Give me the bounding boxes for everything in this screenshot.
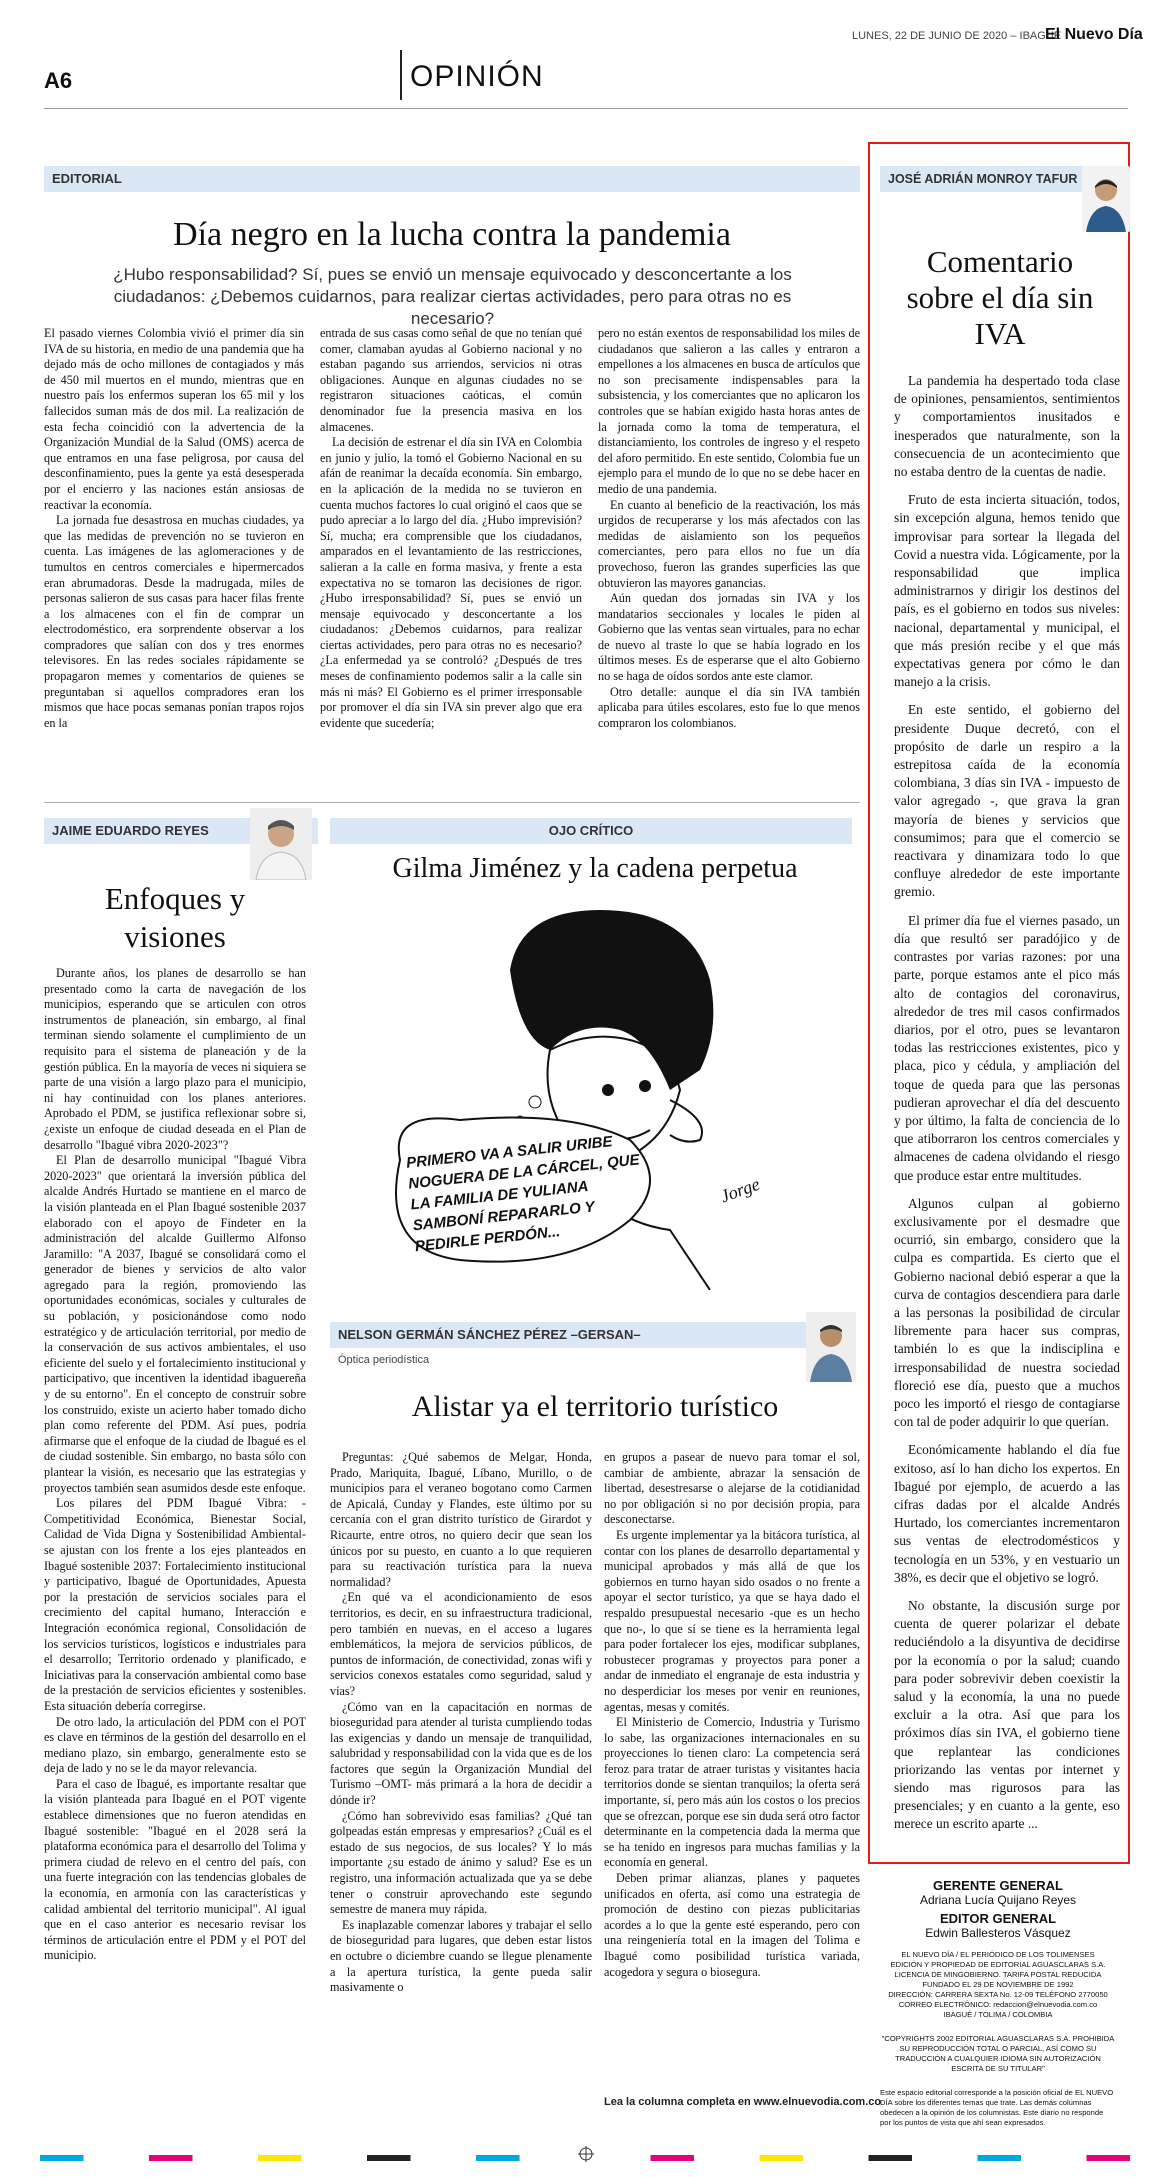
paragraph: en grupos a pasear de nuevo para tomar el sol, cambiar de ambiente, abrazar la sensación de libertad, desestresarse o alejarse de la cotidianidad no por obligación si no por decisión propia, para desconectarse.	[604, 1450, 860, 1527]
editorial-column-3	[598, 326, 860, 731]
paragraph: El pasado viernes Colombia vivió el primer día sin IVA de su historia, en medio de una pandemia que ha dejado más de ocho millones de contagiados y más de 450 mil muertos en el mundo, mientras que en nuestro país los enfermos superan los 65 mil y los fallecidos suman más de dos mil. La realización de esta fecha coincidió con la advertencia de la Organización Mundial de la Salud (OMS) acerca de que entramos en una fase peligrosa, por causa del desconfinamiento, pues la gente ya está desesperada por el encierro y las naciones están ansiosas de reactivar la economía.	[44, 326, 304, 512]
paragraph: Fruto de esta incierta situación, todos, sin excepción alguna, hemos tenido que improvisar para sortear la llegada del Covid a nuestra vida. Lógicamente, por la responsabilidad que implica administrarnos y dirigir los destinos del país, es el gobierno en todos sus niveles: nacional, departamental y municipal, el que más presión recibe y el que más expectativas genera por cómo le dan manejo a la crisis.	[894, 492, 1120, 690]
monroy-author-photo	[1082, 166, 1130, 232]
editor-title: EDITOR GENERAL	[939, 1911, 1057, 1926]
paragraph: Económicamente hablando el día fue exitoso, así lo han dicho los expertos. En Ibagué por ejemplo, de acuerdo a las cifras dadas por el alcalde Andrés Hurtado, los comerciantes incrementaron sus ventas de electrodomésticos y tecnología en un 53%, y en vestuario un 38%, es decir que el objetivo se logró.	[894, 1442, 1120, 1585]
publisher-info	[880, 1950, 1116, 2020]
sanchez-author-photo	[806, 1312, 856, 1382]
editorial-column-1	[44, 326, 304, 731]
sanchez-title: Alistar ya el territorio turístico	[411, 1390, 779, 1423]
paragraph: No obstante, la discusión surge por cuenta de querer polarizar el debate reduciéndolo a la disyuntiva de decidirse por la economía o por la salud; cuando para poder sobrevivir deben coexistir la salud y la economía, la una no puede excluir a la otra. Así que para los próximos días sin IVA, el gobierno tiene que replantear las condiciones priorizando las ventas por internet y siendo mas rigurosos para las presenciales; y en cuanto a la gente, eso merece un escrito aparte ...	[894, 1598, 1120, 1832]
paragraph: pero no están exentos de responsabilidad los miles de ciudadanos que salieron a las calles y entraron a empellones a los almacenes en busca de artículos que no son precisamente indispensables para la subsistencia, y los comerciantes que no aplicaron los controles que se habían exigido hasta horas antes de la jornada como la toma de temperatura, el distanciamiento, los controles de ingreso y el respeto del aforo permitido. En este sentido, Colombia fue un ejemplo para el mundo de lo que no se debe hacer en medio de una pandemia.	[598, 326, 860, 496]
general-manager-name: Adriana Lucía Quijano Reyes	[919, 1893, 1077, 1907]
editorial-subtitle: ¿Hubo responsabilidad? Sí, pues se envió un mensaje equivocado y desconcertante a los ciudadanos: ¿Debemos cuidarnos, para realizar ciertas actividades, pero para otras no es necesario?	[113, 265, 792, 328]
info-line: DIRECCIÓN: CARRERA SEXTA No. 12-09 TELÉFONO 2770050	[888, 1990, 1108, 1999]
paragraph: Para el caso de Ibagué, es importante resaltar que la visión planteada para Ibagué en el POT vigente establece dimensiones que no fueron atendidas en Ibagué sostenible: "Ibagué en el 2028 será la plataforma económica para el desarrollo del Tolima y primera ciudad de relevo en el centro del país, con una fuerte integración con las tendencias globales de la economía, en armonía con las características y calidad ambiental del territorio municipal". Al igual que en el caso anterior es necesario revisar los términos de articulación entre el PDM y el POT del municipio.	[44, 1776, 306, 1963]
cartoon-speech-bubble: PRIMERO VA A SALIR URIBE NOGUERA DE LA CÁRCEL, QUE LA FAMILIA DE YULIANA SAMBONÍ REPARARLO Y PEDIRLE PERDÓN...	[405, 1133, 641, 1256]
monroy-body	[894, 372, 1120, 1844]
paragraph: De otro lado, la articulación del PDM con el POT es clave en términos de la gestión del desarrollo en el mediano plazo, sin embargo, generalmente esto se deja de lado y no se le da mayor relevancia.	[44, 1714, 306, 1776]
sanchez-column-2	[604, 1450, 860, 1980]
monroy-author-label: JOSÉ ADRIÁN MONROY TAFUR	[880, 166, 1108, 192]
editor-name: Edwin Ballesteros Vásquez	[925, 1926, 1071, 1940]
ojo-critico-label: OJO CRÍTICO	[330, 818, 852, 844]
section-title: OPINIÓN	[410, 60, 544, 93]
editorial-title: Día negro en la lucha contra la pandemia	[173, 216, 731, 253]
reyes-author-label: JAIME EDUARDO REYES	[44, 818, 318, 844]
section-rule	[44, 802, 860, 803]
paragraph: Deben primar alianzas, planes y paquetes unificados en oferta, así como una estrategia de promoción de destino con piezas publicitarias acordes a lo que la gente esté esperando, pero con una reingeniería total en la imagen del Tolima e Ibagué como posibilidad turística variada, acogedora y segura o biosegura.	[604, 1871, 860, 1979]
info-line: EDICIÓN Y PROPIEDAD DE EDITORIAL AGUASCLARAS S.A.	[890, 1960, 1106, 1969]
masthead	[880, 1878, 1116, 2128]
paragraph: En este sentido, el gobierno del presidente Duque decretó, con el propósito de darle un respiro a la estrepitosa caída de la economía colombiana, 3 días sin IVA - impuesto de valor agregado -, que grava la gran mayoría de bienes y servicios que consumimos; para que el comercio se reactivara y dinamizara todo lo que confluye alrededor de este importante gremio.	[894, 702, 1120, 900]
info-line: EL NUEVO DÍA / EL PERIÓDICO DE LOS TOLIMENSES	[901, 1950, 1095, 1959]
cartoon-title: Gilma Jiménez y la cadena perpetua	[392, 853, 798, 884]
paragraph: Algunos culpan al gobierno exclusivamente por el desmadre que ocurrió, sin embargo, considero que la culpa es compartida. Es cierto que el Gobierno nacional debió esperar a que la curva de contagios descendiera para darle a las personas la posibilidad de circular libremente para hacer sus compras, también lo es que la indisciplina e irresponsabilidad de nuestra sociedad floreció ese día, puesto que a muchos poco les importó el riesgo de contagiarse con tal de poder adquirir lo que querían.	[894, 1195, 1120, 1430]
sanchez-author-label: NELSON GERMÁN SÁNCHEZ PÉREZ –GERSAN–	[330, 1322, 808, 1348]
paragraph: Durante años, los planes de desarrollo se han presentado como la carta de navegación de los municipios, esperando que se articulen con otros instrumentos de planeación, sin embargo, al final terminan siendo solamente el cumplimiento de un requisito para el sistema de planeación y de la gestión pública. En la mayoría de veces ni siquiera se parte de una visión a largo plazo para el municipio, ni hay continuidad con los planes anteriores. Aprobado el PDM, se justifica reflexionar sobre si, ¿existe un enfoque de ciudad deseada en el Plan de desarrollo "Ibagué vibra 2020-2023"?	[44, 966, 306, 1152]
info-line: LICENCIA DE MINGOBIERNO. TARIFA POSTAL REDUCIDA	[894, 1970, 1102, 1979]
page-number: A6	[44, 68, 73, 93]
paragraph: Es urgente implementar ya la bitácora turística, al contar con los planes de desarrollo departamental y municipal aprobados y más allá de que los gobiernos en turno hayan sido osados o no frente a apoyar el sector turístico, ya que se haya dado el respaldo presupuestal necesario -que es un hecho que no-, lo que sí se tiene es la herramienta legal para poder fortalecer los ejes, modificar subplanes, robustecer programas y proyectos para poner a andar de inmediato el engranaje de esta industria y no desperdiciar los meses por venir en reuniones, agentas, mesas y comités.	[604, 1527, 860, 1714]
crosshair-icon	[578, 2146, 594, 2162]
paragraph: El primer día fue el viernes pasado, un día que resultó ser paradójico y de contrastes por varias razones: por una parte, porque estamos ante el pico más alto de contagios del coronavirus, alrededor de tres mil casos confirmados diarios, por el otro, pues se levantaron todas las restricciones existentes, pico y placa, pico y cédula, y ampliación del toque de queda para que las personas pudieran aprovechar el día del descuento y por último, la falta de conciencia de lo que atiborraron los centros comerciales y almacenes de cadena olvidando el riesgo que produce estar entre multitudes.	[894, 912, 1120, 1183]
paragraph: Es inaplazable comenzar labores y trabajar el sello de bioseguridad para lugares, que deben estar listos en octubre o diciembre cuando se llegue plenamente a la apertura turística, la gente pueda salir masivamente o	[330, 1917, 592, 1995]
brand-logo: El Nuevo Día	[1045, 26, 1143, 43]
general-manager-title: GERENTE GENERAL	[932, 1878, 1063, 1893]
read-more-link[interactable]: Lea la columna completa en www.elnuevodia.com.co	[604, 2096, 882, 2108]
editorial-column-2	[320, 326, 582, 731]
paragraph: ¿En qué va el acondicionamiento de esos territorios, es decir, en su infraestructura tradicional, pero también en nuevas, en el acceso a lugares emblemáticos, la mejora de servicios públicos, de puntos de información, de conectividad, zonas wifi y servicios conexos estatales como seguridad, salud y vías?	[330, 1590, 592, 1698]
section-divider	[400, 50, 402, 100]
disclaimer: Este espacio editorial corresponde a la posición oficial de EL NUEVO DÍA sobre los diferentes temas que trate. Las demás columnas obedecen a la opinión de los columnistas. Este diario no responde por los puntos de vista que ahí sean expresados.	[880, 2088, 1114, 2127]
reyes-body	[44, 966, 306, 1964]
editorial-label: EDITORIAL	[44, 166, 860, 192]
paragraph: La jornada fue desastrosa en muchas ciudades, ya que las medidas de prevención no se tuvieron en cuenta. Las imágenes de las aglomeraciones y de tumultos en centros comerciales e hipermercados eran abrumadoras. Desde la madrugada, miles de personas salieron de sus casas para hacer filas frente a los almacenes con el fin de comprar un electrodoméstico, era sorprendente observar a los compradores que salían con dos y tres enormes televisores. En las redes sociales rápidamente se propagaron memes y comentarios de quienes se preguntaban si aquellos compradores eran los mismos que hace pocas semanas ponían trapos rojos en la	[44, 513, 304, 730]
paragraph: La decisión de estrenar el día sin IVA en Colombia en junio y julio, la tomó el Gobierno Nacional en su afán de reanimar la decaída economía. Sin embargo, en la aplicación de la medida no se tuvieron en cuenta muchos factores lo cual originó el caos que se pudo apreciar a lo largo del día. ¿Hubo imprevisión? Sí, mucha; era comprensible que los ciudadanos, amparados en el levantamiento de las restricciones, salieran a la calle en forma masiva, y frente a esta expectativa no se tomaron las decisiones de rigor. ¿Hubo irresponsabilidad? Sí, pues se envió un mensaje equivocado y desconcertante a los ciudadanos: ¿Debemos cuidarnos, para realizar ciertas actividades, pero para otras no es necesario? ¿La enfermedad ya se controló? ¿Después de tres meses de confinamiento podemos salir a la calle sin más ni más? El Gobierno es el primer irresponsable por promover el día sin IVA sin prever algo que era evidente que sucedería;	[320, 435, 582, 730]
paragraph: La pandemia ha despertado toda clase de opiniones, pensamientos, sentimientos y comportamientos inusitados e inesperados que naturalmente, son la consecuencia de un acontecimiento que no estaba dentro de la cuentas de nadie.	[894, 373, 1120, 480]
reyes-author-photo	[250, 808, 312, 880]
sanchez-role: Óptica periodística	[338, 1354, 430, 1366]
date-line: LUNES, 22 DE JUNIO DE 2020 – IBAGUÉ	[852, 30, 1062, 42]
info-line: IBAGUÉ / TOLIMA / COLOMBIA	[943, 2010, 1053, 2019]
paragraph: El Ministerio de Comercio, Industria y Turismo lo sabe, las organizaciones internacionales en su proyecciones lo tienen claro: La competencia será feroz para tratar de atraer turistas y visitantes hacia territorios donde se sientan tranquilos; la oferta será importante, sí, pero más aún los costos o los precios que se ofrezcan, porque ese sin duda será otro factor determinante en la competencia dada la merma que se ha tenido en ingresos para muchas familias y la economía en general.	[604, 1715, 860, 1870]
info-line: CORREO ELECTRÓNICO: redaccion@elnuevodia.com.co	[898, 2000, 1098, 2009]
copyright: "COPYRIGHTS 2002 EDITORIAL AGUASCLARAS S.A. PROHIBIDA SU REPRODUCCIÓN TOTAL O PARCIAL, ASÍ COMO SU TRADUCCIÓN A CUALQUIER IDIOMA SIN AUTORIZACIÓN ESCRITA DE SU TITULAR"	[881, 2034, 1115, 2073]
paragraph: El Plan de desarrollo municipal "Ibagué Vibra 2020-2023" que orientará la inversión pública del alcalde Andrés Hurtado se mantiene en el marco de la visión planteada en el Plan Ibagué sostenible 2037 elaborado con el apoyo de Findeter en la administración del alcalde Guillermo Alfonso Jaramillo: "A 2037, Ibagué se consolidará como el generador de bienes y servicios de alto valor agregado para la región, promoviendo las oportunidades económicas, sociales y culturales de su población, y posicionándose como nodo estratégico y de articulación territorial, por medio de la conservación de sus activos ambientales, el uso eficiente del suelo y el fortalecimiento institucional y participativo, que incentiven la identidad ibaguereña y de su entorno". En el concepto de construir sobre los construido, existe un acierto haber tomado dicho plan como referente del PDM. Así pues, podría afirmarse que el enfoque de la ciudad de Ibagué es el de ciudad sostenible. Sin embargo, no basta sólo con plantear la visión, es necesario que las estrategias y proyectos también sean asumidos desde este enfoque.	[44, 1153, 306, 1495]
monroy-title: Comentario sobre el día sin IVA	[906, 244, 1094, 351]
paragraph: ¿Cómo han sobrevivido esas familias? ¿Qué tan golpeadas están empresas y empresarios? ¿Cuál es el estado de sus negocios, de sus locales? Y lo más importante ¿su estado de ánimo y salud? Ese es un registro, una información actualizada que ya se debe tener o construir aprovechando este segundo semestre de manera muy rápida.	[330, 1808, 592, 1917]
paragraph: entrada de sus casas como señal de que no tenían qué comer, clamaban ayudas al Gobierno nacional y no estaban pagando sus arriendos, servicios ni otras obligaciones. Aunque en algunas ciudades no se registraron situaciones caóticas, el común denominador fue la presencia masiva en los almacenes.	[320, 326, 582, 434]
cartoon-signature: Jorge	[717, 1173, 763, 1207]
paragraph: Aún quedan dos jornadas sin IVA y los mandatarios seccionales y locales le piden al Gobierno que las ventas sean virtuales, para no echar de nuevo al traste lo que se había logrado en los últimos meses. Es de esperarse que el alto Gobierno no se haga de oídos sordos ante este clamor.	[598, 591, 860, 684]
paragraph: En cuanto al beneficio de la reactivación, los más urgidos de recuperarse y los más afectados con las medidas de aislamiento son los pequeños comerciantes, pero para ellos no fue un día provechoso, fueron las grandes superficies las que obtuvieron las mayores ganancias.	[598, 497, 860, 590]
header-rule	[44, 108, 1128, 109]
paragraph: Otro detalle: aunque el día sin IVA también aplicaba para útiles escolares, esto fue lo que menos compraron los colombianos.	[598, 684, 860, 730]
paragraph: Los pilares del PDM Ibagué Vibra: -Competitividad Económica, Bienestar Social, Calidad de Vida Digna y Sostenibilidad Ambiental- se ajustan con los frente a los ejes planteados en Ibagué sostenible 2037: Fortalecimiento institucional y participativo, Ibagué de Oportunidades, Apuesta por la prestación de servicios sociales para el crecimiento del capital humano, Interacción e Integración económica regional, Consolidación de los servicios turísticos, logísticos e industriales para el desarrollo; Territorio ordenado y planificado, e Iniciativas para la conservación ambiental como base de la prestación de servicios eficientes y sostenibles. Esta situación debería corregirse.	[44, 1496, 306, 1713]
paragraph: Preguntas: ¿Qué sabemos de Melgar, Honda, Prado, Mariquita, Ibagué, Líbano, Murillo, o de municipios para el veraneo bogotano como Carmen de Apicalá, Cunday y Flandes, este último por su cercanía con el gran distrito turístico de Girardot y Ricaurte, entre otros, no quiero decir que sean los únicos por su puesto, en cuanto a lo que requieren para su reactivación turística para la nueva normalidad?	[330, 1450, 592, 1589]
sanchez-column-1	[330, 1450, 592, 1996]
reyes-title: Enfoques y visiones	[104, 881, 246, 954]
paragraph: ¿Cómo van en la capacitación en normas de bioseguridad para atender al turista cumpliendo todas las exigencias y dando un mensaje de tranquilidad, salubridad y responsabilidad con la vida que es de los factores que según la Organización Mundial del Turismo –OMT- más primará a la hora de decidir a dónde ir?	[330, 1699, 592, 1808]
info-line: FUNDADO EL 29 DE NOVIEMBRE DE 1992	[922, 1980, 1074, 1989]
